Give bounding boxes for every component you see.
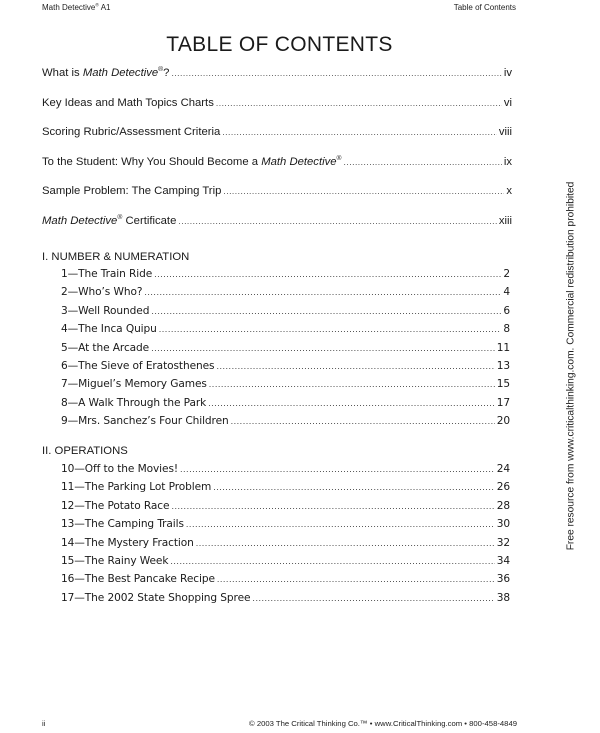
page-number: 38 — [496, 591, 510, 604]
page-number: 24 — [496, 463, 510, 475]
page-number: 2 — [503, 268, 510, 280]
dot-leader — [252, 594, 494, 603]
dot-leader — [170, 557, 494, 566]
toc-entry-key-ideas: Key Ideas and Math Topics Charts ..... vi — [42, 97, 512, 127]
dot-leader — [208, 399, 495, 408]
page-number: 11 — [496, 341, 510, 354]
dot-leader — [144, 288, 501, 297]
dot-leader — [216, 98, 502, 108]
toc-entry: 9—Mrs. Sanchez’s Four Children ..... 20 — [61, 415, 510, 433]
footer-copyright: © 2003 The Critical Thinking Co.™ • www.CriticalThinking.com • 800-458-4849 — [249, 719, 517, 728]
dot-leader — [159, 325, 502, 334]
page-number: 28 — [496, 499, 510, 512]
page-number: xiii — [498, 214, 512, 227]
page-number: viii — [498, 126, 512, 138]
toc-entry: 4—The Inca Quipu ..... 8 — [61, 323, 510, 341]
dot-leader — [231, 417, 495, 426]
dot-leader — [154, 270, 501, 279]
footer-page-number: ii — [42, 719, 46, 728]
dot-leader — [209, 380, 495, 389]
dot-leader — [196, 539, 495, 548]
section-list-operations — [61, 463, 510, 610]
dot-leader — [186, 520, 495, 529]
section-heading-number-numeration: I. NUMBER & NUMERATION — [42, 251, 190, 263]
toc-entry: 6—The Sieve of Eratosthenes ..... 13 — [61, 360, 510, 378]
page-number: 15 — [496, 378, 510, 391]
toc-entry-scoring-rubric: Scoring Rubric/Assessment Criteria ..... viii — [42, 126, 512, 156]
page-number: ix — [503, 155, 512, 168]
redistribution-notice: Free resource from www.criticalthinking.com. Commercial redistribution prohibited — [565, 181, 577, 551]
page-number: 17 — [496, 396, 510, 409]
dot-leader — [216, 362, 494, 371]
dot-leader — [344, 157, 502, 167]
toc-entry: 10—Off to the Movies! ..... 24 — [61, 463, 510, 481]
page-number: 30 — [496, 518, 510, 531]
toc-entry: 11—The Parking Lot Problem ..... 26 — [61, 481, 510, 499]
dot-leader — [151, 307, 501, 316]
toc-entry: 8—A Walk Through the Park ..... 17 — [61, 397, 510, 415]
toc-entry: 12—The Potato Race ..... 28 — [61, 500, 510, 518]
toc-entry: 15—The Rainy Week ..... 34 — [61, 555, 510, 573]
toc-entry: 2—Who’s Who? ..... 4 — [61, 286, 510, 304]
front-matter-list — [42, 67, 512, 244]
page-number: x — [506, 185, 512, 197]
running-header-right: Table of Contents — [453, 3, 516, 12]
toc-entry-certificate: Math Detective® Certificate ..... xiii — [42, 215, 512, 245]
toc-entry: 17—The 2002 State Shopping Spree ..... 38 — [61, 592, 510, 610]
toc-entry-to-the-student: To the Student: Why You Should Become a Math Detective® ..... ix — [42, 156, 512, 186]
dot-leader — [151, 344, 495, 353]
page-number: 8 — [503, 323, 510, 336]
page-number: 4 — [503, 286, 510, 299]
toc-entry: 5—At the Arcade ..... 11 — [61, 342, 510, 360]
page-number: 13 — [496, 359, 510, 372]
dot-leader — [180, 465, 495, 474]
toc-entry: 3—Well Rounded ..... 6 — [61, 305, 510, 323]
dot-leader — [178, 216, 496, 226]
toc-entry-what-is: What is Math Detective®? ..... iv — [42, 67, 512, 97]
page-number: vi — [503, 96, 512, 109]
dot-leader — [171, 68, 501, 78]
dot-leader — [222, 127, 497, 137]
page-title: TABLE OF CONTENTS — [166, 33, 393, 56]
dot-leader — [223, 186, 504, 196]
dot-leader — [213, 483, 495, 492]
page-number: iv — [503, 67, 512, 79]
page-number: 36 — [496, 573, 510, 586]
toc-entry: 14—The Mystery Fraction ..... 32 — [61, 537, 510, 555]
page-number: 32 — [496, 536, 510, 549]
section-heading-operations: II. OPERATIONS — [42, 445, 128, 457]
toc-entry: 7—Miguel’s Memory Games ..... 15 — [61, 378, 510, 396]
page-number: 20 — [496, 415, 510, 428]
page-number: 26 — [496, 481, 510, 494]
page-number: 6 — [503, 304, 510, 317]
dot-leader — [217, 575, 495, 584]
section-list-number-numeration — [61, 268, 510, 434]
running-header-left: Math Detective® A1 — [42, 3, 111, 12]
toc-entry: 13—The Camping Trails ..... 30 — [61, 518, 510, 536]
dot-leader — [171, 502, 494, 511]
toc-entry: 1—The Train Ride ..... 2 — [61, 268, 510, 286]
toc-entry-sample-problem: Sample Problem: The Camping Trip ..... x — [42, 185, 512, 215]
page-number: 34 — [496, 554, 510, 567]
toc-entry: 16—The Best Pancake Recipe ..... 36 — [61, 573, 510, 591]
